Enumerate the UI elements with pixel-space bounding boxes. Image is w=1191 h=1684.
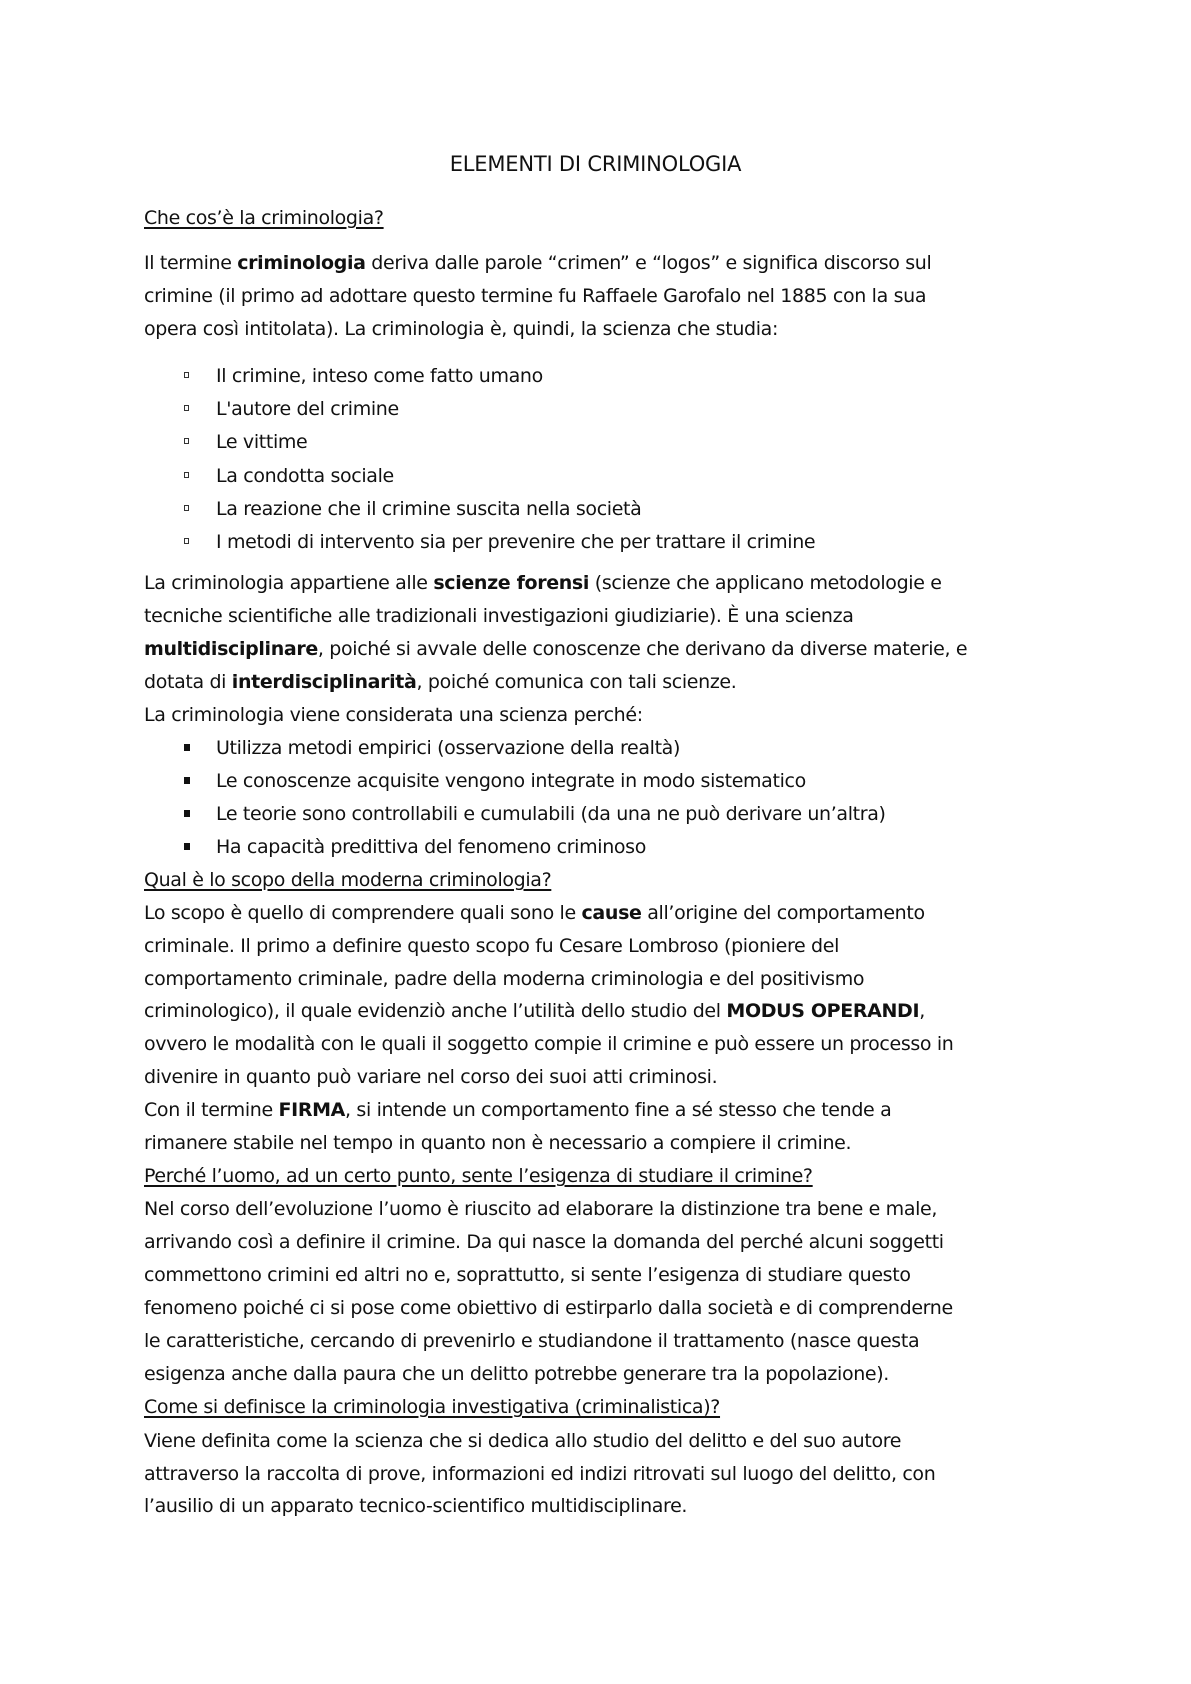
list-item-text: La condotta sociale: [216, 464, 394, 487]
bold-term: multidisciplinare: [144, 638, 318, 660]
paragraph-line: [144, 1328, 919, 1354]
bold-term: cause: [581, 902, 642, 924]
section-heading: Come si definisce la criminologia investigativa (criminalistica)?: [144, 1396, 721, 1418]
paragraph-line: [144, 669, 736, 695]
text-run: Lo scopo è quello di comprendere quali sono le: [144, 902, 582, 924]
hollow-square-bullet-icon: [184, 405, 189, 411]
text-run: comportamento criminale, padre della moderna criminologia e del positivismo: [144, 967, 865, 990]
text-run: attraverso la raccolta di prove, informazioni ed indizi ritrovati sul luogo del delitto, con: [144, 1462, 936, 1485]
bold-term: interdisciplinarità: [231, 671, 417, 693]
paragraph-line: [144, 1064, 717, 1090]
hollow-square-bullet-icon: [184, 472, 189, 478]
list-item-text: Le vittime: [216, 431, 308, 454]
text-run: Nel corso dell’evoluzione l’uomo è riuscito ad elaborare la distinzione tra bene e male,: [144, 1198, 938, 1220]
text-run: opera così intitolata). La criminologia è, quindi, la scienza che studia:: [144, 318, 778, 340]
hollow-square-bullet-icon: [184, 538, 189, 544]
paragraph-line: [144, 998, 925, 1024]
paragraph-line: [144, 1130, 851, 1156]
paragraph-line: [144, 702, 643, 728]
text-run: , poiché comunica con tali scienze.: [416, 671, 737, 693]
paragraph-line: [144, 570, 942, 596]
list-item-text: Le teorie sono controllabili e cumulabili (da una ne può derivare un’altra): [216, 803, 886, 825]
document-title: ELEMENTI DI CRIMINOLOGIA: [449, 152, 742, 176]
bold-term: criminologia: [237, 252, 366, 274]
text-run: ovvero le modalità con le quali il soggetto compie il crimine e può essere un processo in: [144, 1033, 954, 1056]
list-item-text: Il crimine, inteso come fatto umano: [216, 365, 543, 387]
hollow-square-bullet-icon: [184, 438, 189, 444]
paragraph-line: [144, 250, 931, 276]
paragraph-line: [144, 1196, 937, 1222]
text-run: all’origine del comportamento: [641, 902, 925, 924]
solid-square-bullet-icon: [184, 810, 190, 817]
text-run: , poiché si avvale delle conoscenze che derivano da diverse materie, e: [317, 638, 968, 660]
text-run: l’ausilio di un apparato tecnico-scientifico multidisciplinare.: [144, 1495, 688, 1517]
text-run: rimanere stabile nel tempo in quanto non è necessario a compiere il crimine.: [144, 1131, 852, 1154]
text-run: criminologico), il quale evidenziò anche l’utilità dello studio del: [144, 1000, 727, 1023]
hollow-square-bullet-icon: [184, 505, 189, 511]
text-run: Viene definita come la scienza che si dedica allo studio del delitto e del suo autore: [144, 1430, 902, 1452]
paragraph-line: [144, 1493, 687, 1519]
paragraph-line: [144, 900, 925, 926]
bold-term: MODUS OPERANDI: [726, 1000, 920, 1023]
text-run: arrivando così a definire il crimine. Da qui nasce la domanda del perché alcuni soggetti: [144, 1231, 944, 1253]
paragraph-line: [144, 603, 854, 629]
paragraph-line: [144, 1229, 944, 1255]
section-heading: Perché l’uomo, ad un certo punto, sente l’esigenza di studiare il crimine?: [144, 1165, 813, 1187]
text-run: , si intende un comportamento fine a sé stesso che tende a: [345, 1098, 892, 1121]
paragraph-line: [144, 1361, 889, 1387]
text-run: La criminologia viene considerata una scienza perché:: [144, 704, 643, 726]
paragraph-line: [144, 1031, 954, 1057]
bold-term: FIRMA: [278, 1098, 346, 1121]
text-run: La criminologia appartiene alle: [144, 572, 434, 594]
text-run: ,: [919, 1000, 925, 1023]
text-run: dotata di: [144, 671, 232, 693]
list-item-text: I metodi di intervento sia per prevenire che per trattare il crimine: [216, 531, 816, 553]
paragraph-line: [144, 966, 864, 992]
paragraph-line: [144, 1461, 935, 1487]
text-run: tecniche scientifiche alle tradizionali investigazioni giudiziarie). È una scienza: [144, 605, 854, 627]
hollow-square-bullet-icon: [184, 372, 189, 378]
list-item-text: L'autore del crimine: [216, 398, 399, 421]
paragraph-line: [144, 636, 967, 662]
text-run: divenire in quanto può variare nel corso dei suoi atti criminosi.: [144, 1066, 718, 1088]
paragraph-line: [144, 1295, 953, 1321]
text-run: fenomeno poiché ci si pose come obiettivo di estirparlo dalla società e di comprenderne: [144, 1297, 953, 1319]
list-item-text: La reazione che il crimine suscita nella società: [216, 497, 642, 520]
paragraph-line: [144, 1428, 901, 1454]
paragraph-line: [144, 316, 778, 342]
paragraph-line: [144, 283, 926, 309]
text-run: Il termine: [144, 252, 238, 274]
text-run: commettono crimini ed altri no e, soprattutto, si sente l’esigenza di studiare questo: [144, 1264, 911, 1286]
text-run: crimine (il primo ad adottare questo termine fu Raffaele Garofalo nel 1885 con la sua: [144, 285, 927, 307]
section-heading: Qual è lo scopo della moderna criminologia?: [144, 869, 552, 891]
text-run: le caratteristiche, cercando di prevenirlo e studiandone il trattamento (nasce questa: [144, 1330, 920, 1352]
text-run: deriva dalle parole “crimen” e “logos” e significa discorso sul: [365, 252, 932, 274]
solid-square-bullet-icon: [184, 777, 190, 784]
paragraph-line: [144, 1262, 911, 1288]
list-item-text: Utilizza metodi empirici (osservazione della realtà): [216, 737, 681, 759]
text-run: criminale. Il primo a definire questo scopo fu Cesare Lombroso (pioniere del: [144, 934, 840, 957]
text-run: (scienze che applicano metodologie e: [589, 572, 942, 594]
section-heading: Che cos’è la criminologia?: [144, 207, 384, 229]
list-item-text: Le conoscenze acquisite vengono integrate in modo sistematico: [216, 770, 806, 792]
text-run: esigenza anche dalla paura che un delitto potrebbe generare tra la popolazione).: [144, 1363, 889, 1385]
paragraph-line: [144, 1097, 891, 1123]
solid-square-bullet-icon: [184, 843, 190, 850]
bold-term: scienze forensi: [433, 572, 590, 594]
solid-square-bullet-icon: [184, 744, 190, 751]
paragraph-line: [144, 933, 839, 959]
list-item-text: Ha capacità predittiva del fenomeno criminoso: [216, 836, 646, 858]
text-run: Con il termine: [144, 1098, 279, 1121]
